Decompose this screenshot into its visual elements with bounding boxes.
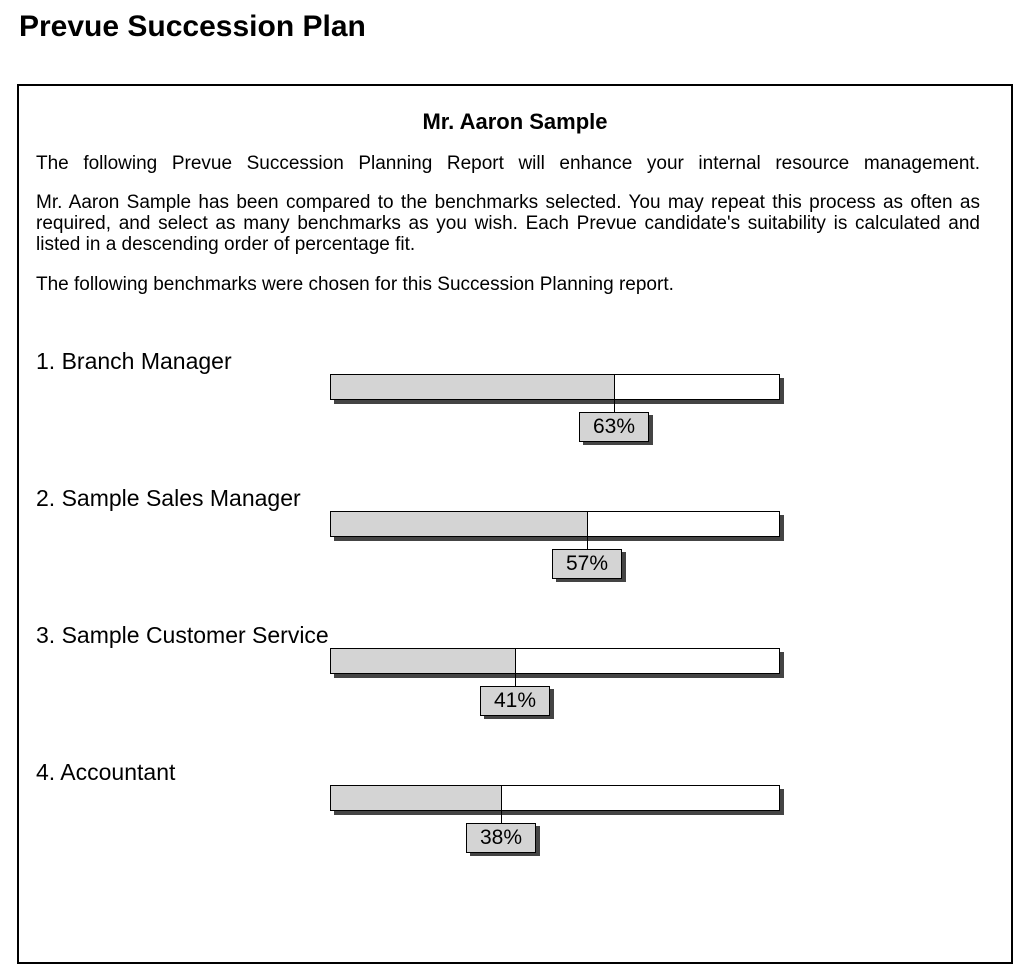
- fit-marker-line: [515, 674, 516, 686]
- fit-percent-label: 41%: [480, 686, 550, 716]
- fit-bar: [330, 785, 780, 811]
- page-title: Prevue Succession Plan: [19, 10, 366, 43]
- fit-bar-fill: [331, 649, 516, 673]
- benchmarks-intro-paragraph: The following benchmarks were chosen for this Succession Planning report.: [36, 274, 674, 295]
- fit-bar-fill: [331, 786, 502, 810]
- benchmark-label: 2. Sample Sales Manager: [36, 485, 301, 511]
- fit-marker-line: [587, 537, 588, 549]
- benchmark-label: 1. Branch Manager: [36, 348, 232, 374]
- fit-bar-fill: [331, 375, 615, 399]
- benchmark-label: 3. Sample Customer Service: [36, 622, 329, 648]
- benchmark-accountant: [19, 759, 1011, 869]
- description-paragraph: Mr. Aaron Sample has been compared to the benchmarks selected. You may repeat this process as often as required, and select as many benchmarks as you wish. Each Prevue candidate's suitability is calculated and listed in a descending order of percentage fit.: [36, 192, 980, 255]
- fit-percent-label: 38%: [466, 823, 536, 853]
- fit-bar: [330, 511, 780, 537]
- intro-paragraph: The following Prevue Succession Planning Report will enhance your internal resource management.: [36, 153, 980, 174]
- fit-marker-line: [501, 811, 502, 823]
- fit-percent-label: 57%: [552, 549, 622, 579]
- fit-bar-fill: [331, 512, 588, 536]
- benchmark-label: 4. Accountant: [36, 759, 176, 785]
- benchmark-sample-customer-service: [19, 622, 1011, 732]
- candidate-name: Mr. Aaron Sample: [422, 109, 608, 134]
- benchmark-branch-manager: [19, 348, 1011, 458]
- fit-bar: [330, 374, 780, 400]
- fit-percent-label: 63%: [579, 412, 649, 442]
- fit-bar: [330, 648, 780, 674]
- benchmark-sample-sales-manager: [19, 485, 1011, 595]
- fit-marker-line: [614, 400, 615, 412]
- report-panel: [17, 84, 1013, 964]
